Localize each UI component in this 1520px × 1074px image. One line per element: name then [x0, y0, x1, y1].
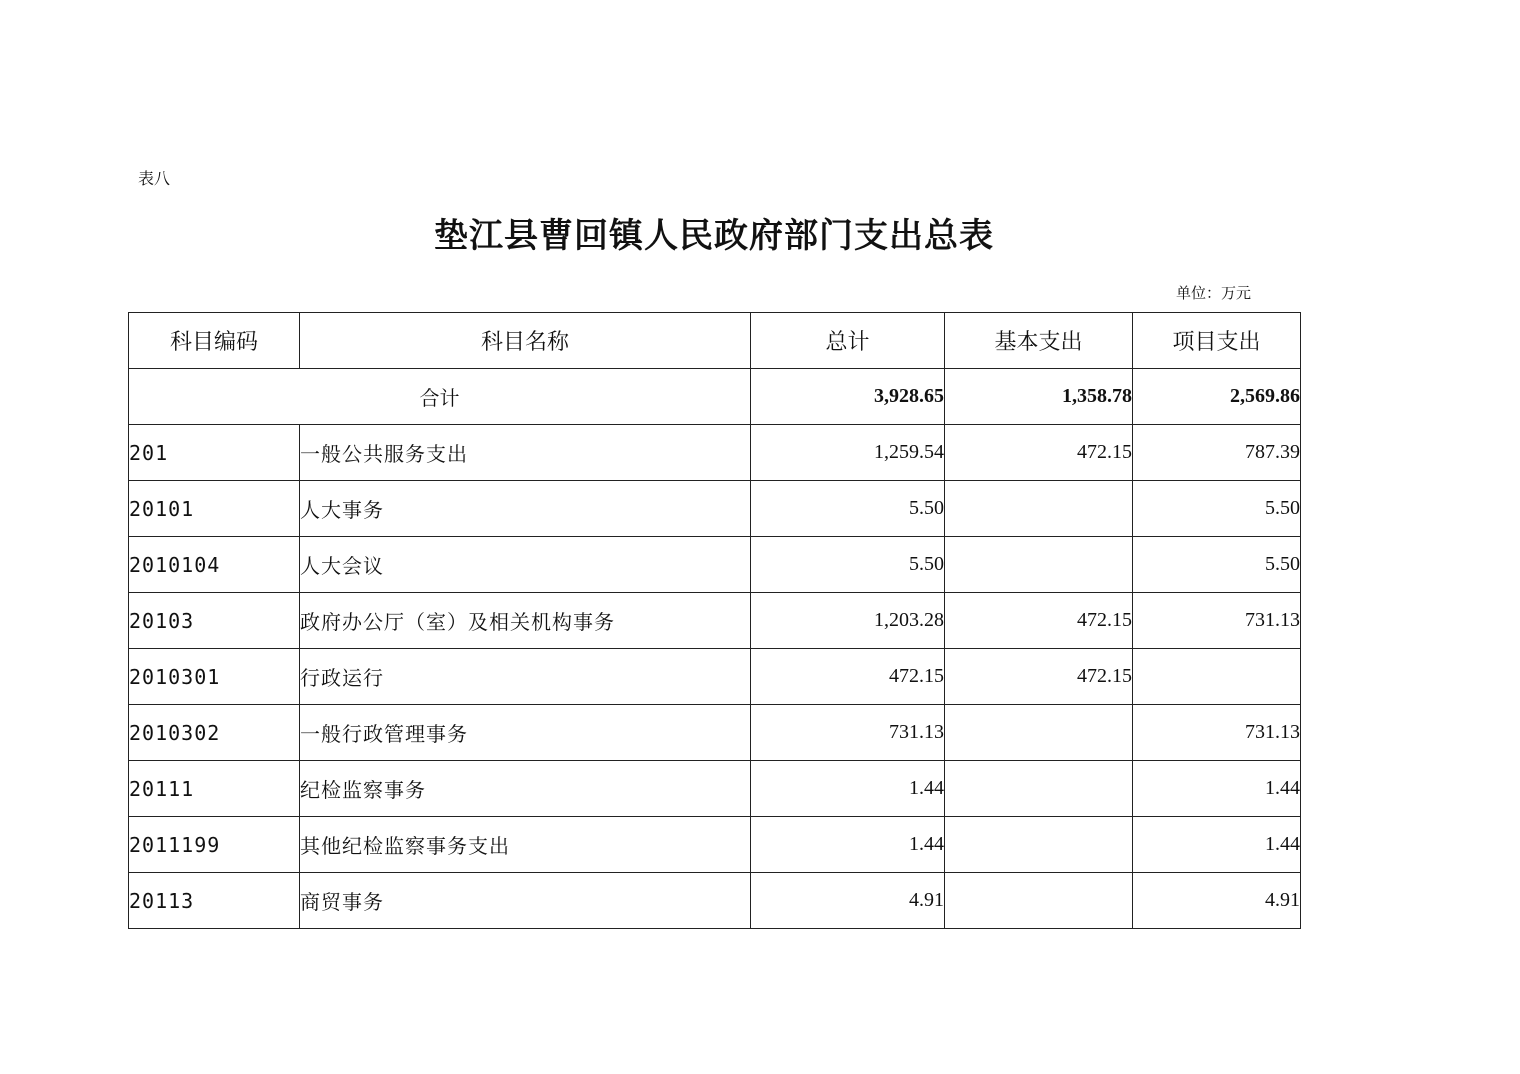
table-row	[129, 593, 1301, 649]
unit-label: 单位：万元	[1176, 284, 1252, 302]
table-row	[129, 761, 1301, 817]
row-project: 5.50	[1133, 481, 1301, 537]
row-code: 20103	[129, 593, 300, 649]
header-code: 科目编码	[129, 313, 300, 369]
row-name: 一般公共服务支出	[300, 425, 751, 481]
row-code: 201	[129, 425, 300, 481]
table-number-label: 表八	[138, 169, 171, 188]
row-code: 20111	[129, 761, 300, 817]
row-total: 5.50	[751, 537, 945, 593]
row-name: 政府办公厅（室）及相关机构事务	[300, 593, 751, 649]
row-total: 472.15	[751, 649, 945, 705]
row-project: 731.13	[1133, 705, 1301, 761]
row-name: 一般行政管理事务	[300, 705, 751, 761]
row-total: 1,259.54	[751, 425, 945, 481]
table-row	[129, 873, 1301, 929]
row-basic: 472.15	[945, 425, 1133, 481]
table-row	[129, 537, 1301, 593]
row-project: 4.91	[1133, 873, 1301, 929]
header-basic: 基本支出	[945, 313, 1133, 369]
row-basic	[945, 537, 1133, 593]
header-total: 总计	[751, 313, 945, 369]
summary-label: 合计	[129, 369, 751, 425]
row-project: 1.44	[1133, 817, 1301, 873]
table-row	[129, 481, 1301, 537]
summary-project: 2,569.86	[1133, 369, 1301, 425]
expenditure-table	[128, 312, 1301, 929]
row-basic	[945, 761, 1133, 817]
table-row	[129, 705, 1301, 761]
row-name: 商贸事务	[300, 873, 751, 929]
row-name: 人大事务	[300, 481, 751, 537]
row-total: 5.50	[751, 481, 945, 537]
row-total: 4.91	[751, 873, 945, 929]
row-project	[1133, 649, 1301, 705]
row-name: 行政运行	[300, 649, 751, 705]
row-code: 2010301	[129, 649, 300, 705]
header-name: 科目名称	[300, 313, 751, 369]
table-row	[129, 425, 1301, 481]
row-total: 1.44	[751, 817, 945, 873]
row-project: 731.13	[1133, 593, 1301, 649]
row-basic	[945, 817, 1133, 873]
row-project: 1.44	[1133, 761, 1301, 817]
row-name: 纪检监察事务	[300, 761, 751, 817]
row-project: 787.39	[1133, 425, 1301, 481]
row-total: 1,203.28	[751, 593, 945, 649]
row-basic	[945, 705, 1133, 761]
summary-basic: 1,358.78	[945, 369, 1133, 425]
row-basic	[945, 481, 1133, 537]
row-code: 20101	[129, 481, 300, 537]
row-code: 20113	[129, 873, 300, 929]
row-code: 2010104	[129, 537, 300, 593]
row-basic: 472.15	[945, 649, 1133, 705]
row-name: 人大会议	[300, 537, 751, 593]
row-basic	[945, 873, 1133, 929]
row-total: 1.44	[751, 761, 945, 817]
row-code: 2010302	[129, 705, 300, 761]
table-row	[129, 649, 1301, 705]
row-name: 其他纪检监察事务支出	[300, 817, 751, 873]
summary-total: 3,928.65	[751, 369, 945, 425]
row-project: 5.50	[1133, 537, 1301, 593]
header-project: 项目支出	[1133, 313, 1301, 369]
table-row	[129, 817, 1301, 873]
row-basic: 472.15	[945, 593, 1133, 649]
page-title: 垫江县曹回镇人民政府部门支出总表	[434, 216, 994, 256]
table-header-row	[129, 313, 1301, 369]
summary-row	[129, 369, 1301, 425]
row-total: 731.13	[751, 705, 945, 761]
row-code: 2011199	[129, 817, 300, 873]
